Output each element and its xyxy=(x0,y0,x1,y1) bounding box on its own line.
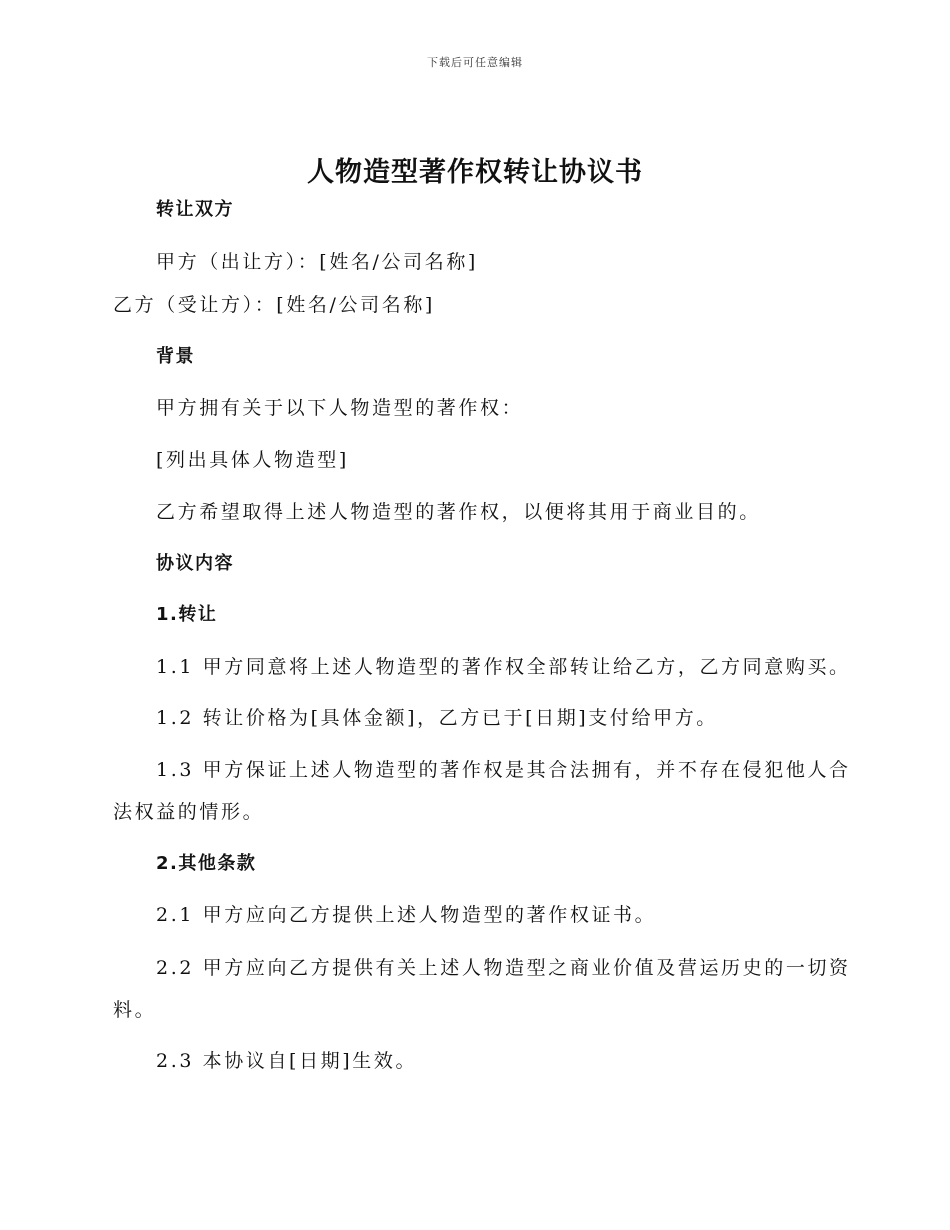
other-heading: 2.其他条款 xyxy=(156,853,257,874)
page-header-note: 下载后可任意编辑 xyxy=(427,56,523,69)
background-paragraph-1: 甲方拥有关于以下人物造型的著作权： xyxy=(156,397,524,419)
party-b-line: 乙方（受让方）：[姓名/公司名称] xyxy=(113,294,435,316)
clause-1-3-line-1: 1.3 甲方保证上述人物造型的著作权是其合法拥有，并不存在侵犯他人合 xyxy=(156,759,851,781)
transfer-heading: 1.转让 xyxy=(156,604,218,625)
clause-2-1: 2.1 甲方应向乙方提供上述人物造型的著作权证书。 xyxy=(156,904,657,926)
parties-heading: 转让双方 xyxy=(156,199,234,220)
clause-1-1: 1.1 甲方同意将上述人物造型的著作权全部转让给乙方，乙方同意购买。 xyxy=(156,656,851,678)
document-title: 人物造型著作权转让协议书 xyxy=(307,157,643,188)
clause-1-2: 1.2 转让价格为[具体金额]，乙方已于[日期]支付给甲方。 xyxy=(156,707,718,729)
party-a-line: 甲方（出让方）：[姓名/公司名称] xyxy=(156,251,478,273)
background-heading: 背景 xyxy=(156,346,195,367)
background-paragraph-2: [列出具体人物造型] xyxy=(156,449,349,471)
background-paragraph-3: 乙方希望取得上述人物造型的著作权，以便将其用于商业目的。 xyxy=(156,501,761,523)
clause-2-2-line-2: 料。 xyxy=(113,999,157,1021)
clause-1-3-line-2: 法权益的情形。 xyxy=(113,801,265,823)
clause-2-2-line-1: 2.2 甲方应向乙方提供有关上述人物造型之商业价值及营运历史的一切资 xyxy=(156,957,851,979)
content-heading: 协议内容 xyxy=(156,553,234,574)
clause-2-3: 2.3 本协议自[日期]生效。 xyxy=(156,1050,418,1072)
